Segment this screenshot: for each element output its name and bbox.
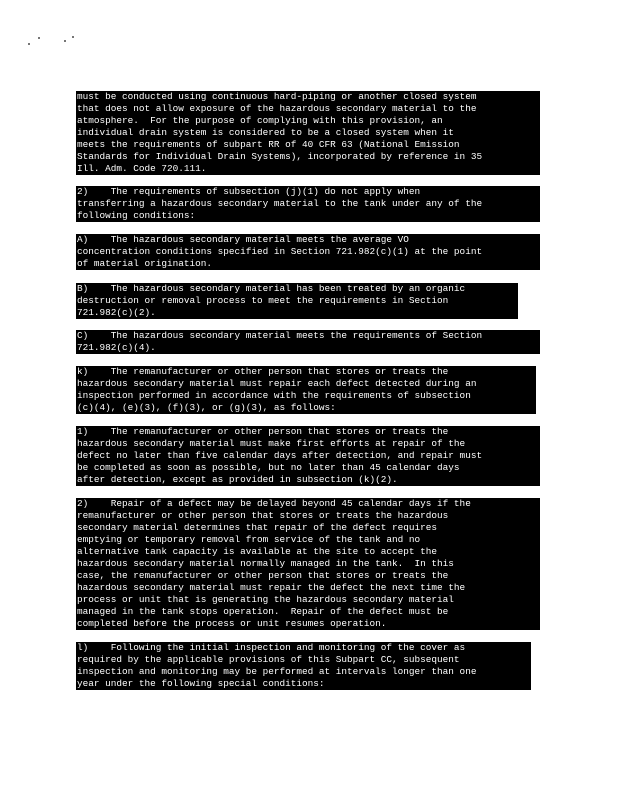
paragraph-item-c <box>76 330 540 354</box>
text-line: must be conducted using continuous hard-piping or another closed system <box>77 91 477 102</box>
paragraph-item-k1 <box>76 426 540 486</box>
text-line: B) The hazardous secondary material has been treated by an organic <box>77 283 466 294</box>
text-line: defect no later than five calendar days after detection, and repair must <box>77 450 483 461</box>
text-line: be completed as soon as possible, but no later than 45 calendar days <box>77 462 460 473</box>
text-line: destruction or removal process to meet the requirements in Section <box>77 295 449 306</box>
scan-specks <box>24 34 84 50</box>
text-line: concentration conditions specified in Section 721.982(c)(1) at the point <box>77 246 483 257</box>
text-line: inspection performed in accordance with the requirements of subsection <box>77 390 471 401</box>
text-line: (c)(4), (e)(3), (f)(3), or (g)(3), as follows: <box>77 402 336 413</box>
text-line: emptying or temporary removal from service of the tank and no <box>77 534 421 545</box>
text-line: secondary material determines that repair of the defect requires <box>77 522 438 533</box>
text-line: process or unit that is generating the hazardous secondary material <box>77 594 454 605</box>
scan-speck <box>28 43 30 45</box>
paragraph-item-k2 <box>76 498 540 630</box>
text-line: atmosphere. For the purpose of complying with this provision, an <box>77 115 443 126</box>
text-line: hazardous secondary material must repair the defect the next time the <box>77 582 466 593</box>
text-line: Standards for Individual Drain Systems), incorporated by reference in 35 <box>77 151 483 162</box>
text-line: A) The hazardous secondary material meets the average VO <box>77 234 409 245</box>
scan-speck <box>38 37 40 39</box>
paragraph-item-a <box>76 234 540 270</box>
text-line: completed before the process or unit resumes operation. <box>77 618 387 629</box>
text-line: Ill. Adm. Code 720.111. <box>77 163 207 174</box>
text-line: meets the requirements of subpart RR of 40 CFR 63 (National Emission <box>77 139 460 150</box>
text-line: hazardous secondary material must repair each defect detected during an <box>77 378 477 389</box>
text-line: 2) The requirements of subsection (j)(1) do not apply when <box>77 186 421 197</box>
text-line: k) The remanufacturer or other person that stores or treats the <box>77 366 449 377</box>
text-line: year under the following special conditions: <box>77 678 325 689</box>
paragraph-item-l <box>76 642 531 690</box>
text-line: 721.982(c)(2). <box>77 307 156 318</box>
text-line: that does not allow exposure of the hazardous secondary material to the <box>77 103 477 114</box>
text-line: hazardous secondary material normally managed in the tank. In this <box>77 558 454 569</box>
scan-speck <box>64 40 66 42</box>
paragraph-closed-system <box>76 91 540 175</box>
text-line: 721.982(c)(4). <box>77 342 156 353</box>
text-line: following conditions: <box>77 210 196 221</box>
text-line: remanufacturer or other person that stores or treats the hazardous <box>77 510 449 521</box>
text-line: C) The hazardous secondary material meets the requirements of Section <box>77 330 483 341</box>
text-line: l) Following the initial inspection and monitoring of the cover as <box>77 642 466 653</box>
paragraph-item-b <box>76 283 518 319</box>
text-line: after detection, except as provided in subsection (k)(2). <box>77 474 398 485</box>
text-line: required by the applicable provisions of this Subpart CC, subsequent <box>77 654 460 665</box>
text-line: individual drain system is considered to be a closed system when it <box>77 127 454 138</box>
text-line: managed in the tank stops operation. Repair of the defect must be <box>77 606 449 617</box>
text-line: alternative tank capacity is available at the site to accept the <box>77 546 438 557</box>
scan-speck <box>72 36 74 38</box>
text-line: 1) The remanufacturer or other person that stores or treats the <box>77 426 449 437</box>
text-line: of material origination. <box>77 258 213 269</box>
text-line: 2) Repair of a defect may be delayed beyond 45 calendar days if the <box>77 498 471 509</box>
paragraph-item-2 <box>76 186 540 222</box>
text-line: inspection and monitoring may be performed at intervals longer than one <box>77 666 477 677</box>
paragraph-item-k <box>76 366 536 414</box>
text-line: transferring a hazardous secondary material to the tank under any of the <box>77 198 483 209</box>
text-line: case, the remanufacturer or other person that stores or treats the <box>77 570 449 581</box>
text-line: hazardous secondary material must make first efforts at repair of the <box>77 438 466 449</box>
